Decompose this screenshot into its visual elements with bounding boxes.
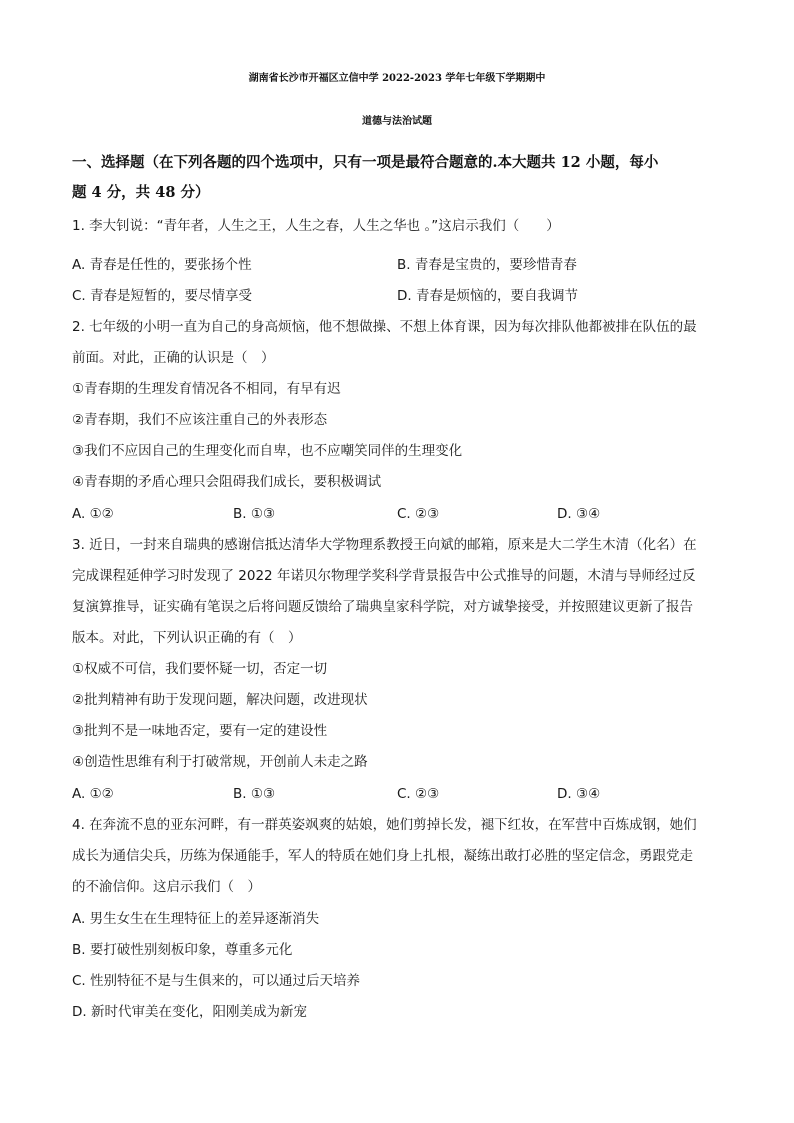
question-1-option-a: A. 青春是任性的，要张扬个性 bbox=[72, 257, 252, 273]
question-3-option-d: D. ③④ bbox=[557, 786, 601, 802]
exam-subtitle: 道德与法治试题 bbox=[362, 116, 432, 127]
question-2-option-c: C. ②③ bbox=[397, 506, 440, 522]
question-4-option-a: A. 男生女生在生理特征上的差异逐渐消失 bbox=[72, 911, 320, 927]
question-3-option-a: A. ①② bbox=[72, 786, 114, 802]
question-2-option-d: D. ③④ bbox=[557, 506, 601, 522]
question-2-option-b: B. ①③ bbox=[233, 506, 276, 522]
question-2-statement-1: ①青春期的生理发育情况各不相同，有早有迟 bbox=[72, 381, 341, 397]
question-3-option-b: B. ①③ bbox=[233, 786, 276, 802]
question-3-stem: 3. 近日，一封来自瑞典的感谢信抵达清华大学物理系教授王向斌的邮箱，原来是大二学生木清（化名）在 bbox=[72, 537, 697, 553]
question-3-statement-4: ④创造性思维有利于打破常规，开创前人未走之路 bbox=[72, 754, 368, 770]
question-2-statement-2: ②青春期，我们不应该注重自己的外表形态 bbox=[72, 412, 328, 428]
question-3-statement-3: ③批判不是一味地否定，要有一定的建设性 bbox=[72, 723, 328, 739]
exam-title: 湖南省长沙市开福区立信中学 2022-2023 学年七年级下学期期中 bbox=[248, 73, 546, 84]
question-2-stem-cont: 前面。对此，正确的认识是（ ） bbox=[72, 350, 275, 366]
question-3-stem-cont-3: 版本。对此，下列认识正确的有（ ） bbox=[72, 630, 302, 646]
question-1-option-b: B. 青春是宝贵的，要珍惜青春 bbox=[397, 257, 577, 273]
question-4-stem: 4. 在奔流不息的亚东河畔，有一群英姿飒爽的姑娘，她们剪掉长发，褪下红妆，在军营中百炼成钢，她们 bbox=[72, 817, 697, 833]
question-2-option-a: A. ①② bbox=[72, 506, 114, 522]
question-3-stem-cont-2: 复演算推导，证实确有笔误之后将问题反馈给了瑞典皇家科学院，对方诚挚接受，并按照建议更新了报告 bbox=[72, 599, 693, 615]
section-heading-cont: 题 4 分，共 48 分） bbox=[72, 184, 210, 201]
question-2-statement-4: ④青春期的矛盾心理只会阻碍我们成长，要积极调试 bbox=[72, 474, 382, 490]
question-4-option-d: D. 新时代审美在变化，阳刚美成为新宠 bbox=[72, 1004, 307, 1020]
question-2-statement-3: ③我们不应因自己的生理变化而自卑，也不应嘲笑同伴的生理变化 bbox=[72, 443, 463, 459]
question-4-stem-cont-2: 的不渝信仰。这启示我们（ ） bbox=[72, 879, 261, 895]
question-3-statement-2: ②批判精神有助于发现问题，解决问题，改进现状 bbox=[72, 692, 368, 708]
question-4-option-b: B. 要打破性别刻板印象，尊重多元化 bbox=[72, 942, 293, 958]
question-2-stem: 2. 七年级的小明一直为自己的身高烦恼，他不想做操、不想上体育课，因为每次排队他都被排在队伍的最 bbox=[72, 319, 697, 335]
question-1-option-d: D. 青春是烦恼的，要自我调节 bbox=[397, 288, 578, 304]
question-3-stem-cont-1: 完成课程延伸学习时发现了 2022 年诺贝尔物理学奖科学背景报告中公式推导的问题，木清与导师经过反 bbox=[72, 568, 696, 584]
question-3-option-c: C. ②③ bbox=[397, 786, 440, 802]
question-4-stem-cont-1: 成长为通信尖兵，历练为保通能手，军人的特质在她们身上扎根，凝练出敢打必胜的坚定信念，勇跟党走 bbox=[72, 848, 693, 864]
question-1-stem: 1. 李大钊说：“青年者，人生之王，人生之春，人生之华也 。”这启示我们（ ） bbox=[72, 218, 560, 234]
question-4-option-c: C. 性别特征不是与生俱来的，可以通过后天培养 bbox=[72, 973, 361, 989]
section-heading: 一、选择题（在下列各题的四个选项中，只有一项是最符合题意的.本大题共 12 小题，每小 bbox=[72, 154, 659, 171]
question-1-option-c: C. 青春是短暂的，要尽情享受 bbox=[72, 288, 253, 304]
question-3-statement-1: ①权威不可信，我们要怀疑一切，否定一切 bbox=[72, 661, 328, 677]
